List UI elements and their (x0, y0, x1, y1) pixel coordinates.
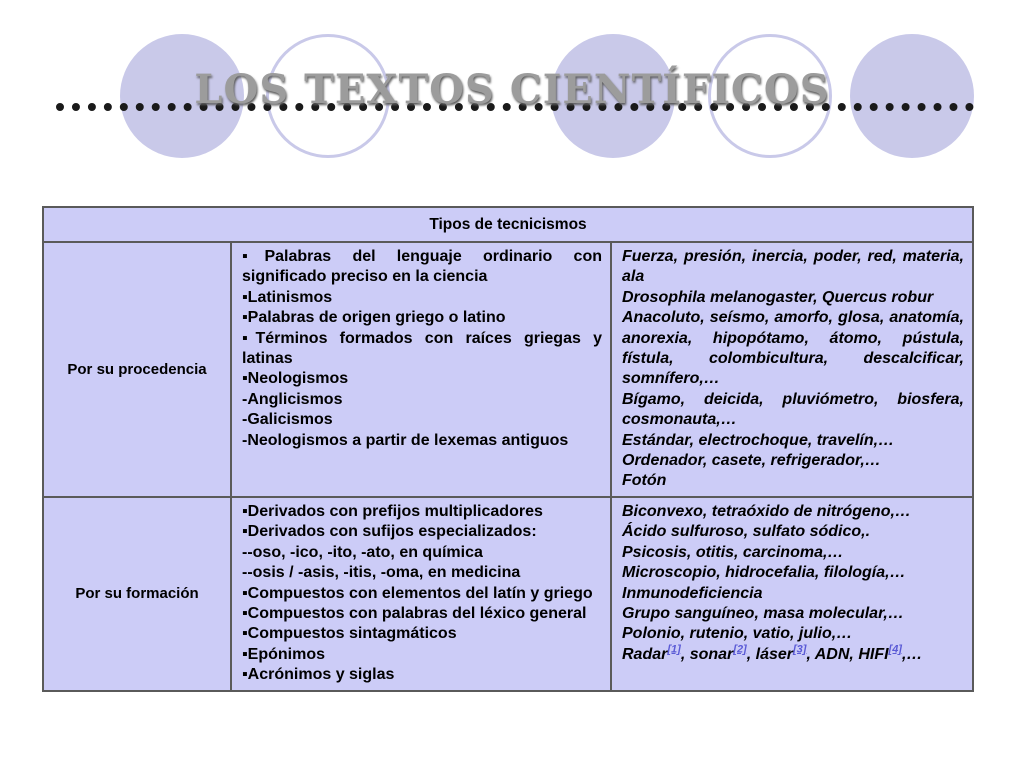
list-item: ▪Compuestos sintagmáticos (242, 625, 457, 643)
examples-cell (611, 242, 973, 497)
example-item: Biconvexo, tetraóxido de nitrógeno,… (622, 502, 911, 520)
example-item: Ácido sulfuroso, sulfato sódico,. (622, 523, 871, 541)
example-word: Radar (622, 645, 668, 663)
example-item: Polonio, rutenio, vatio, julio,… (622, 625, 853, 643)
list-item: ▪Derivados con prefijos multiplicadores (242, 502, 543, 520)
separator-text: , ADN, (806, 645, 859, 663)
footnote-link[interactable]: [1] (667, 643, 681, 656)
list-item: ▪Palabras de origen griego o latino (242, 309, 506, 327)
category-cell: Por su formación (43, 497, 231, 691)
list-item: ▪Compuestos con palabras del léxico general (242, 604, 587, 622)
list-item: ▪Acrónimos y siglas (242, 666, 395, 684)
examples-cell (611, 497, 973, 691)
example-item-with-footnotes (622, 645, 964, 665)
footnote-link[interactable]: [3] (793, 643, 807, 656)
example-item: Microscopio, hidrocefalia, filología,… (622, 564, 906, 582)
example-item: Fotón (622, 472, 667, 490)
list-item: --oso, -ico, -ito, -ato, en química (242, 543, 483, 561)
example-item: Ordenador, casete, refrigerador,… (622, 452, 881, 470)
example-item: Psicosis, otitis, carcinoma,… (622, 543, 844, 561)
example-item: Grupo sanguíneo, masa molecular,… (622, 604, 904, 622)
example-item: Bígamo, deicida, pluviómetro, biosfera, cosmonauta,… (622, 390, 964, 429)
footnote-link[interactable]: [4] (888, 643, 902, 656)
separator-text: , (746, 645, 756, 663)
types-cell (231, 497, 611, 691)
list-item: ▪Derivados con sufijos especializados: (242, 523, 537, 541)
list-item: ▪Epónimos (242, 645, 326, 663)
slide-title: LOS TEXTOS CIENTÍFICOS (194, 66, 830, 113)
footnote-link[interactable]: [2] (733, 643, 747, 656)
separator-text: ,… (901, 645, 923, 663)
example-word: láser (755, 645, 793, 663)
category-cell: Por su procedencia (43, 242, 231, 497)
example-item: Fuerza, presión, inercia, poder, red, materia, ala (622, 248, 964, 286)
separator-text: , (680, 645, 690, 663)
list-item: ▪Términos formados con raíces griegas y latinas (242, 329, 602, 368)
list-item: ▪Palabras del lenguaje ordinario con significado preciso en la ciencia (242, 248, 602, 286)
list-item: -Anglicismos (242, 390, 343, 408)
table-row (43, 242, 973, 497)
table-row (43, 497, 973, 691)
example-item: Drosophila melanogaster, Quercus robur (622, 288, 934, 306)
example-item: Estándar, electrochoque, travelín,… (622, 431, 895, 449)
list-item: -Galicismos (242, 411, 333, 429)
technicisms-table (42, 206, 974, 692)
list-item: ▪Latinismos (242, 288, 333, 306)
list-item: ▪Neologismos (242, 370, 349, 388)
table-header: Tipos de tecnicismos (43, 207, 973, 242)
list-item: ▪Compuestos con elementos del latín y griego (242, 584, 593, 602)
table-header-row (43, 207, 973, 242)
example-word: sonar (689, 645, 734, 663)
example-item: Anacoluto, seísmo, amorfo, glosa, anatomía, anorexia, hipopótamo, átomo, pústula, fístula, colombicultura, descalcificar, somnífero,… (622, 309, 964, 388)
types-cell (231, 242, 611, 497)
example-word: HIFI (858, 645, 889, 663)
list-item: -Neologismos a partir de lexemas antiguos (242, 431, 569, 449)
example-item: Inmunodeficiencia (622, 584, 763, 602)
list-item: --osis / -asis, -itis, -oma, en medicina (242, 564, 521, 582)
